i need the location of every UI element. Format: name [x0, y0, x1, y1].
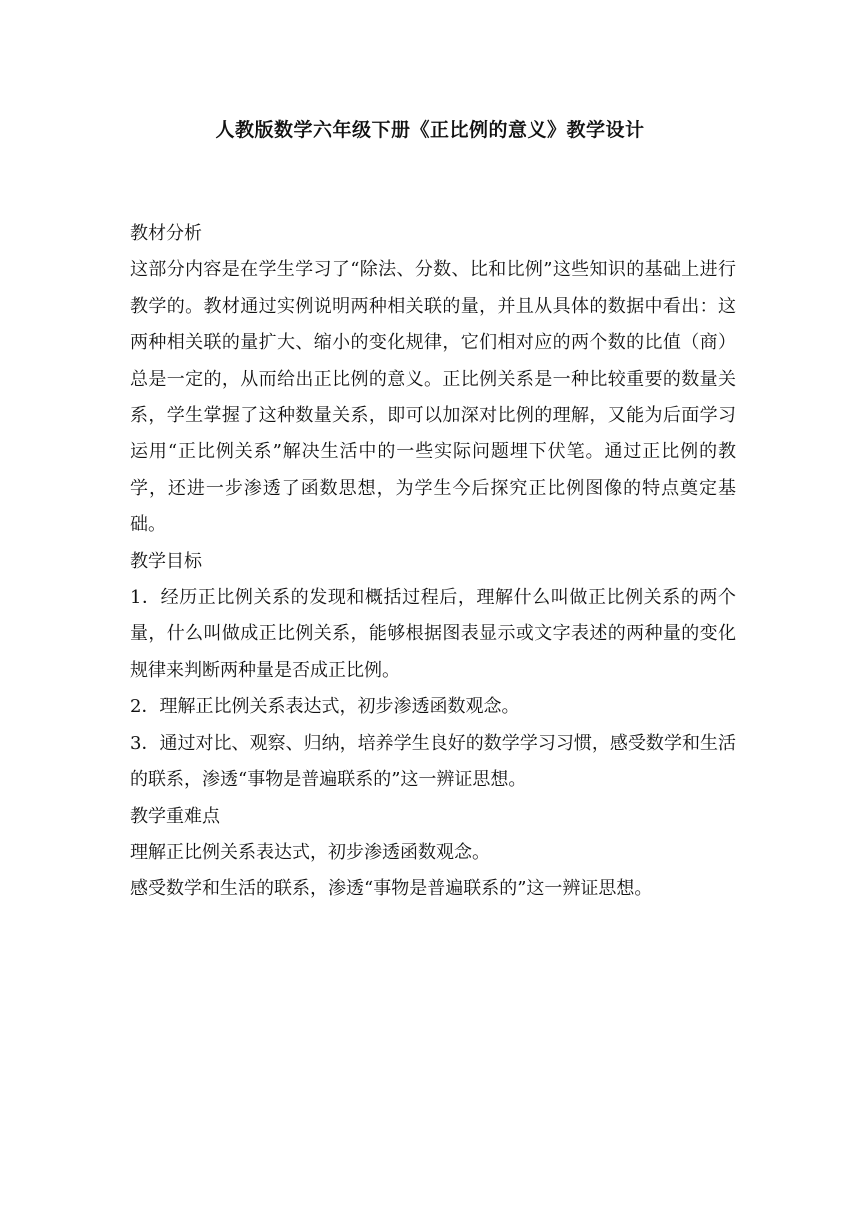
- objective-item-3: 3．通过对比、观察、归纳，培养学生良好的数学学习习惯，感受数学和生活的联系，渗透“事物是普遍联系的”这一辨证思想。: [130, 732, 736, 791]
- section-heading-teaching-objectives: 教学目标: [130, 550, 202, 572]
- textbook-analysis-paragraph: 这部分内容是在学生学习了“除法、分数、比和比例”这些知识的基础上进行教学的。教材通过实例说明两种相关联的量，并且从具体的数据中看出：这两种相关联的量扩大、缩小的变化规律，它们相对应的两个数的比值（商）总是一定的，从而给出正比例的意义。正比例关系是一种比较重要的数量关系，学生掌握了这种数量关系，即可以加深对比例的理解，又能为后面学习运用“正比例关系”解决生活中的一些实际问题埋下伏笔。通过正比例的教学，还进一步渗透了函数思想，为学生今后探究正比例图像的特点奠定基础。: [130, 259, 736, 536]
- section-heading-textbook-analysis: 教材分析: [130, 223, 202, 244]
- document-title: 人教版数学六年级下册《正比例的意义》教学设计: [215, 119, 645, 141]
- document-body: [130, 216, 736, 908]
- key-point-item-1: 理解正比例关系表达式，初步渗透函数观念。: [130, 841, 490, 863]
- objective-item-1: 1．经历正比例关系的发现和概括过程后，理解什么叫做正比例关系的两个量，什么叫做成正比例关系，能够根据图表显示或文字表述的两种量的变化规律来判断两种量是否成正比例。: [130, 587, 736, 681]
- objective-item-2: 2．理解正比例关系表达式，初步渗透函数观念。: [130, 696, 520, 718]
- key-point-item-2: 感受数学和生活的联系，渗透“事物是普遍联系的”这一辨证思想。: [130, 878, 653, 900]
- section-heading-key-difficulties: 教学重难点: [130, 805, 220, 827]
